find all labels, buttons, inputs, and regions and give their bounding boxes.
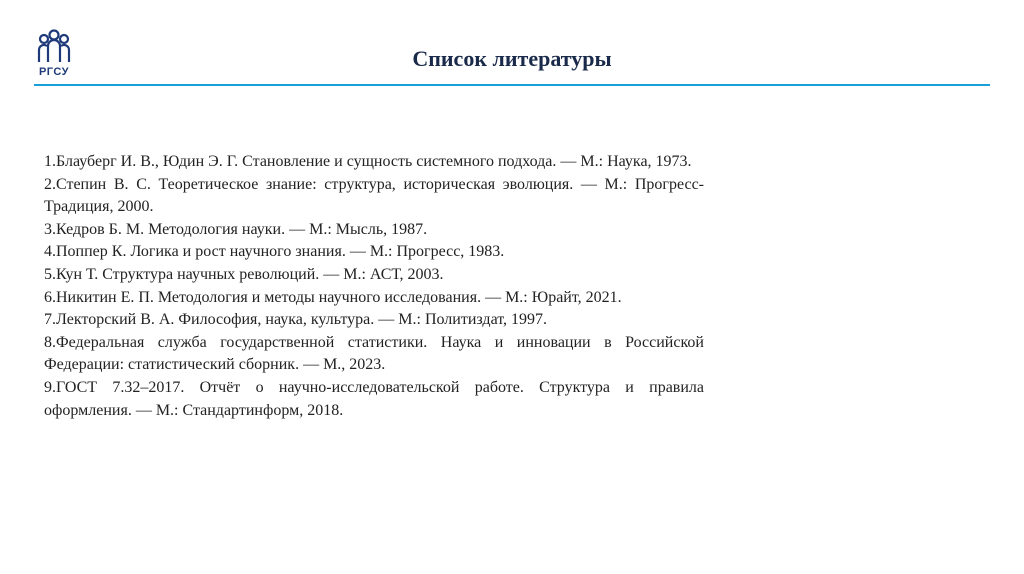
reference-item: 8.Федеральная служба государственной статистики. Наука и инновации в Российской Федерации: статистический сборник. — М., 2023. [44, 333, 704, 374]
reference-item: 2.Степин В. С. Теоретическое знание: структура, историческая эволюция. — М.: Прогресс-Традиция, 2000. [44, 175, 704, 216]
reference-item: 7.Лекторский В. А. Философия, наука, культура. — М.: Политиздат, 1997. [44, 311, 548, 329]
reference-item: 9.ГОСТ 7.32–2017. Отчёт о научно-исследовательской работе. Структура и правила оформления. — М.: Стандартинформ, 2018. [44, 378, 704, 419]
reference-item: 4.Поппер К. Логика и рост научного знания. — М.: Прогресс, 1983. [44, 243, 505, 261]
reference-item: 1.Блауберг И. В., Юдин Э. Г. Становление и сущность системного подхода. — М.: Наука, 1973. [44, 153, 692, 170]
page-title: Список литературы [412, 46, 612, 71]
logo-text: РГСУ [38, 66, 70, 78]
reference-item: 6.Никитин Е. П. Методология и методы научного исследования. — М.: Юрайт, 2021. [44, 288, 622, 306]
title-divider [34, 84, 990, 86]
reference-list [44, 151, 704, 422]
reference-item: 5.Кун Т. Структура научных революций. — М.: АСТ, 2003. [44, 265, 444, 283]
reference-item: 3.Кедров Б. М. Методология науки. — М.: Мысль, 1987. [44, 220, 428, 238]
